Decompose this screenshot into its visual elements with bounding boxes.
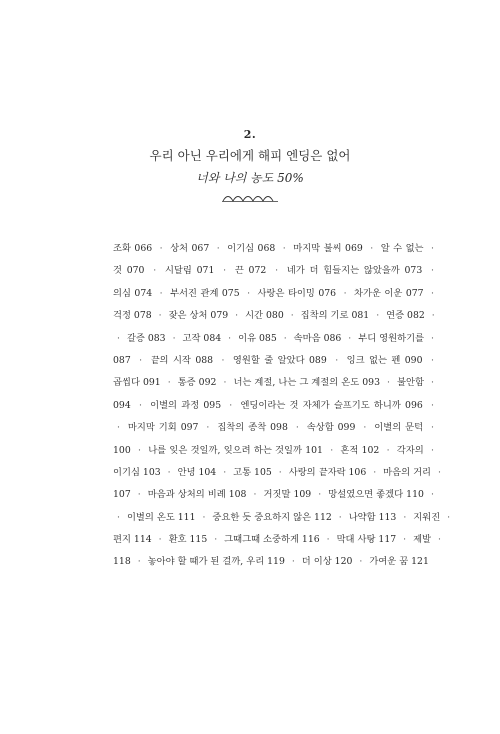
toc-separator: ·	[447, 511, 451, 523]
toc-entry: 거짓말 109	[263, 489, 312, 501]
toc-entry: 마음의 거리	[383, 466, 432, 478]
toc-separator: ·	[431, 399, 434, 411]
toc-line	[113, 260, 438, 282]
toc-entry: 이별의 온도 111	[126, 511, 196, 523]
toc-line	[113, 417, 438, 439]
toc-entry: 고통 105	[233, 466, 272, 478]
toc-separator: ·	[338, 511, 342, 523]
toc-line	[113, 283, 438, 305]
toc-entry: 집착의 종착 098	[217, 422, 288, 434]
toc-entry: 각자의	[396, 444, 424, 456]
toc-entry: 환호 115	[168, 534, 208, 546]
toc-entry: 끈 072	[234, 265, 267, 277]
toc-entry: 알 수 없는	[380, 243, 424, 254]
toc-entry: 막대 사탕 117	[336, 534, 397, 546]
toc-separator: ·	[363, 422, 367, 434]
toc-separator: ·	[335, 354, 339, 366]
toc-separator: ·	[172, 332, 176, 344]
toc-entry: 끝의 시작 088	[150, 354, 214, 366]
toc-entry: 부디 영원하기를	[358, 332, 425, 344]
toc-line	[113, 350, 438, 372]
toc-line	[113, 507, 451, 529]
toc-separator: ·	[117, 511, 120, 523]
toc-entry: 잉크 없는 펜 090	[346, 354, 423, 366]
toc-entry: 안녕 104	[177, 466, 217, 478]
toc-separator: ·	[159, 243, 163, 254]
toc-line	[113, 238, 438, 260]
toc-entry: 중요한 듯 중요하지 않은 112	[212, 511, 332, 523]
toc-entry: 나약함 113	[348, 511, 397, 523]
toc-entry: 더 이상 120	[301, 556, 353, 568]
toc-separator: ·	[167, 377, 171, 389]
chapter-title: 우리 아닌 우리에게 해피 엔딩은 없어	[149, 148, 351, 163]
toc-line	[113, 395, 438, 417]
chapter-number: 2.	[243, 128, 257, 141]
toc-separator: ·	[278, 466, 282, 478]
toc-separator: ·	[370, 243, 374, 254]
toc-entry: 편지 114	[113, 534, 152, 546]
toc-entry: 그때그때 소중하게 116	[224, 534, 320, 546]
toc-entry: 놓아야 할 때가 된 걸까, 우리 119	[147, 556, 285, 568]
toc-separator: ·	[430, 444, 434, 456]
toc-separator: ·	[117, 332, 120, 344]
toc-entry: 이별의 문턱	[374, 422, 424, 434]
toc-separator: ·	[386, 444, 390, 456]
toc-separator: ·	[137, 444, 141, 456]
toc-entry: 차가운 이운 077	[354, 287, 424, 299]
toc-separator: ·	[216, 243, 220, 254]
toc-entry: 마지막 불씨 069	[293, 243, 363, 254]
toc-line	[113, 328, 438, 350]
toc-entry: 영원할 줄 알았다 089	[232, 354, 327, 366]
toc-entry: 잦은 상처 079	[168, 310, 229, 322]
toc-entry: 곱씹다 091	[113, 377, 161, 389]
toc-separator: ·	[359, 556, 363, 568]
toc-entry: 불안함	[396, 377, 424, 389]
toc-entry: 마음과 상처의 비례 108	[147, 489, 247, 501]
toc-separator: ·	[326, 534, 330, 546]
toc-separator: ·	[229, 399, 233, 411]
toc-separator: ·	[438, 466, 441, 478]
toc-entry: 통증 092	[177, 377, 217, 389]
toc-entry: 이유 085	[238, 332, 277, 344]
toc-separator: ·	[139, 354, 143, 366]
toc-line	[113, 462, 441, 484]
chapter-subtitle: 너와 나의 농도 50%	[196, 171, 304, 185]
toc-separator: ·	[283, 332, 287, 344]
toc-separator: ·	[275, 265, 279, 277]
toc-entry: 부서진 관계 075	[170, 287, 240, 299]
toc-entry: 속마음 086	[293, 332, 342, 344]
toc-separator: ·	[431, 310, 435, 322]
toc-separator: ·	[343, 287, 347, 299]
toc-separator: ·	[221, 354, 225, 366]
toc-separator: ·	[430, 489, 434, 501]
toc-entry: 네가 더 힘들지는 않았을까 073	[286, 265, 423, 277]
toc-entry: 속상함 099	[306, 422, 356, 434]
toc-entry: 107	[113, 489, 131, 501]
toc-entry: 사랑은 타이밍 076	[257, 287, 337, 299]
toc-separator: ·	[403, 511, 407, 523]
toc-separator: ·	[247, 287, 251, 299]
toc-separator: ·	[235, 310, 239, 322]
toc-separator: ·	[430, 377, 434, 389]
toc-separator: ·	[403, 534, 407, 546]
toc-line	[113, 529, 441, 551]
toc-separator: ·	[202, 511, 206, 523]
toc-entry: 망설였으면 좋겠다 110	[328, 489, 424, 501]
toc-entry: 혼적 102	[340, 444, 380, 456]
toc-entry: 이기심 068	[227, 243, 276, 254]
toc-separator: ·	[137, 556, 141, 568]
toc-entry: 이기심 103	[113, 466, 161, 478]
toc-entry: 나를 잊은 것일까, 잊으려 하는 것일까 101	[148, 444, 323, 456]
toc-entry: 시간 080	[245, 310, 284, 322]
toc-entry: 시달림 071	[164, 265, 215, 277]
toc-separator: ·	[295, 422, 299, 434]
toc-entry: 지워진	[413, 511, 441, 523]
toc-entry: 상처 067	[170, 243, 210, 254]
toc-separator: ·	[223, 377, 227, 389]
toc-separator: ·	[137, 489, 141, 501]
toc-entry: 집착의 기로 081	[300, 310, 370, 322]
table-of-contents	[113, 238, 451, 574]
toc-entry: 엔딩이라는 것 자체가 슬프기도 하니까 096	[240, 399, 423, 411]
toc-separator: ·	[153, 265, 157, 277]
toc-separator: ·	[228, 332, 232, 344]
toc-separator: ·	[167, 466, 171, 478]
toc-separator: ·	[223, 265, 227, 277]
toc-entry: 가여운 꿈 121	[369, 556, 429, 568]
toc-entry: 094	[113, 399, 131, 411]
toc-separator: ·	[282, 243, 286, 254]
toc-separator: ·	[430, 354, 434, 366]
toc-separator: ·	[387, 377, 390, 389]
toc-line	[113, 484, 438, 506]
toc-line	[113, 372, 438, 394]
toc-entry: 너는 계절, 나는 그 계절의 온도 093	[233, 377, 380, 389]
toc-separator: ·	[117, 422, 120, 434]
toc-separator: ·	[138, 399, 142, 411]
toc-entry: 087	[113, 354, 131, 366]
toc-separator: ·	[158, 534, 162, 546]
toc-separator: ·	[290, 310, 294, 322]
toc-separator: ·	[291, 556, 295, 568]
toc-entry: 마지막 기회 097	[127, 422, 199, 434]
toc-separator: ·	[253, 489, 257, 501]
toc-separator: ·	[318, 489, 322, 501]
toc-separator: ·	[223, 466, 227, 478]
toc-separator: ·	[376, 310, 380, 322]
toc-entry: 연증 082	[386, 310, 425, 322]
toc-separator: ·	[214, 534, 218, 546]
toc-entry: 갈증 083	[126, 332, 166, 344]
toc-entry: 조화 066	[113, 243, 153, 254]
toc-entry: 제발	[413, 534, 432, 546]
toc-separator: ·	[431, 243, 434, 254]
toc-separator: ·	[373, 466, 377, 478]
toc-entry: 118	[113, 556, 131, 568]
toc-entry: 고작 084	[182, 332, 222, 344]
toc-separator: ·	[330, 444, 334, 456]
toc-entry: 의심 074	[113, 287, 153, 299]
toc-separator: ·	[159, 287, 163, 299]
toc-separator: ·	[431, 422, 435, 434]
toc-line	[113, 551, 438, 573]
toc-entry: 사랑의 끝자락 106	[288, 466, 367, 478]
toc-separator: ·	[206, 422, 210, 434]
toc-separator: ·	[348, 332, 352, 344]
toc-entry: 걱정 078	[113, 310, 152, 322]
chapter-header	[0, 126, 500, 203]
toc-entry: 것 070	[113, 265, 145, 277]
toc-entry: 이별의 과정 095	[150, 399, 222, 411]
toc-separator: ·	[431, 332, 434, 344]
toc-separator: ·	[158, 310, 162, 322]
toc-separator: ·	[431, 287, 434, 299]
scallop-ornament	[222, 191, 278, 203]
toc-separator: ·	[438, 534, 441, 546]
toc-separator: ·	[431, 265, 434, 277]
toc-line	[113, 440, 438, 462]
toc-entry: 100	[113, 444, 131, 456]
toc-line	[113, 305, 438, 327]
